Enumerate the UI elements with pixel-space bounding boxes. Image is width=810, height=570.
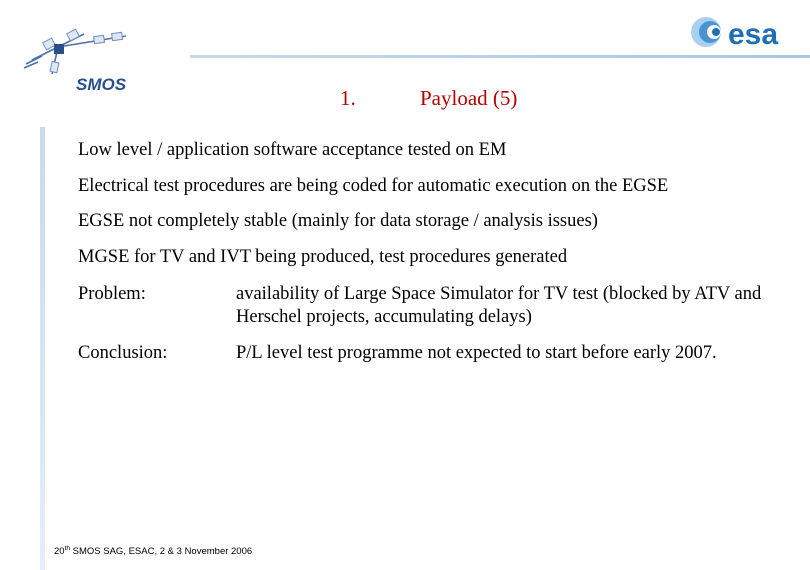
conclusion-label: Conclusion: [78,343,168,363]
smos-logo-text: SMOS [76,75,127,94]
bullet-item: Low level / application software acceptance tested on EM [78,140,507,160]
esa-logo-text: esa [728,18,779,51]
footer-ordinal-suffix: th [64,545,70,552]
esa-logo-icon [686,10,798,54]
footer-text: SMOS SAG, ESAC, 2 & 3 November 2006 [70,546,253,558]
slide-title [0,84,810,112]
conclusion-text: P/L level test programme not expected to start before early 2007. [236,343,717,363]
bullet-item: MGSE for TV and IVT being produced, test procedures generated [78,247,568,267]
esa-logo [686,10,798,54]
problem-text: availability of Large Space Simulator for TV test (blocked by ATV and Herschel projects, accumulating delays) [236,284,762,327]
title-number: 1. [340,86,356,110]
footer-number: 20 [54,546,65,558]
title-text: Payload (5) [420,86,518,110]
header-divider [190,55,810,58]
problem-label: Problem: [78,284,146,304]
footer [54,543,252,558]
left-accent-bar [40,127,45,570]
bullet-item: Electrical test procedures are being coded for automatic execution on the EGSE [78,176,669,196]
bullet-item: EGSE not completely stable (mainly for data storage / analysis issues) [78,211,598,231]
